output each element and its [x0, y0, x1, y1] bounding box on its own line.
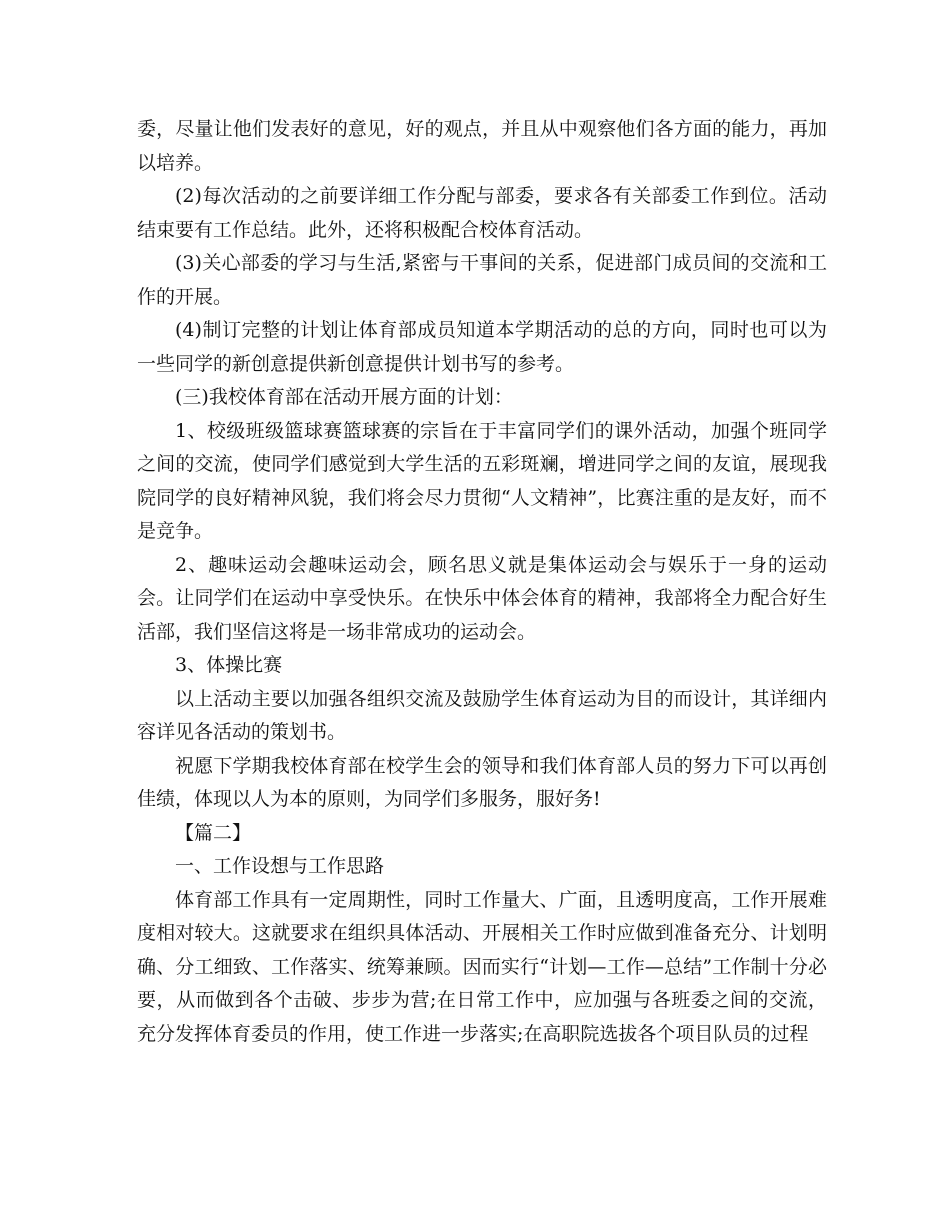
part-two-heading: 【篇二】	[175, 821, 252, 844]
paragraph-activity-summary: 以上活动主要以加强各组织交流及鼓励学生体育运动为目的而设计，其详细内容详见各活动的策划书。	[137, 687, 827, 743]
section-heading-work-ideas: 一、工作设想与工作思路	[175, 855, 385, 877]
paragraph-continuation: 委，尽量让他们发表好的意见，好的观点，并且从中观察他们各方面的能力，再加以培养。	[137, 118, 827, 174]
paragraph-work-description: 体育部工作具有一定周期性，同时工作量大、广面，且透明度高，工作开展难度相对较大。这就要求在组织具体活动、开展相关工作时应做到准备充分、计划明确、分工细致、工作落实、统筹兼顾。因而实行“计划—工作—总结”工作制十分必要，从而做到各个击破、步步为营;在日常工作中，应加强与各班委之间的交流，充分发挥体育委员的作用，使工作进一步落实;在高职院选拔各个项目队员的过程	[137, 888, 827, 1045]
document-body	[137, 113, 827, 1051]
paragraph-wishes: 祝愿下学期我校体育部在校学生会的领导和我们体育部人员的努力下可以再创佳绩，体现以人为本的原则，为同学们多服务，服好务!	[137, 754, 827, 810]
paragraph-item-4: (4)制订完整的计划让体育部成员知道本学期活动的总的方向，同时也可以为一些同学的新创意提供新创意提供计划书写的参考。	[137, 319, 827, 375]
paragraph-gymnastics: 3、体操比赛	[175, 654, 283, 676]
paragraph-basketball: 1、校级班级篮球赛篮球赛的宗旨在于丰富同学们的课外活动，加强个班同学之间的交流，使同学们感觉到大学生活的五彩斑斓，增进同学之间的友谊，展现我院同学的良好精神风貌，我们将会尽力贯彻“人文精神”，比赛注重的是友好，而不是竞争。	[137, 419, 827, 542]
section-heading-activity-plan: (三)我校体育部在活动开展方面的计划：	[175, 386, 513, 408]
paragraph-fun-games: 2、趣味运动会趣味运动会，顾名思义就是集体运动会与娱乐于一身的运动会。让同学们在运动中享受快乐。在快乐中体会体育的精神，我部将全力配合好生活部，我们坚信这将是一场非常成功的运动会。	[137, 553, 827, 643]
paragraph-item-2: (2)每次活动的之前要详细工作分配与部委，要求各有关部委工作到位。活动结束要有工作总结。此外，还将积极配合校体育活动。	[137, 185, 827, 241]
paragraph-item-3: (3)关心部委的学习与生活,紧密与干事间的关系，促进部门成员间的交流和工作的开展。	[137, 252, 827, 308]
